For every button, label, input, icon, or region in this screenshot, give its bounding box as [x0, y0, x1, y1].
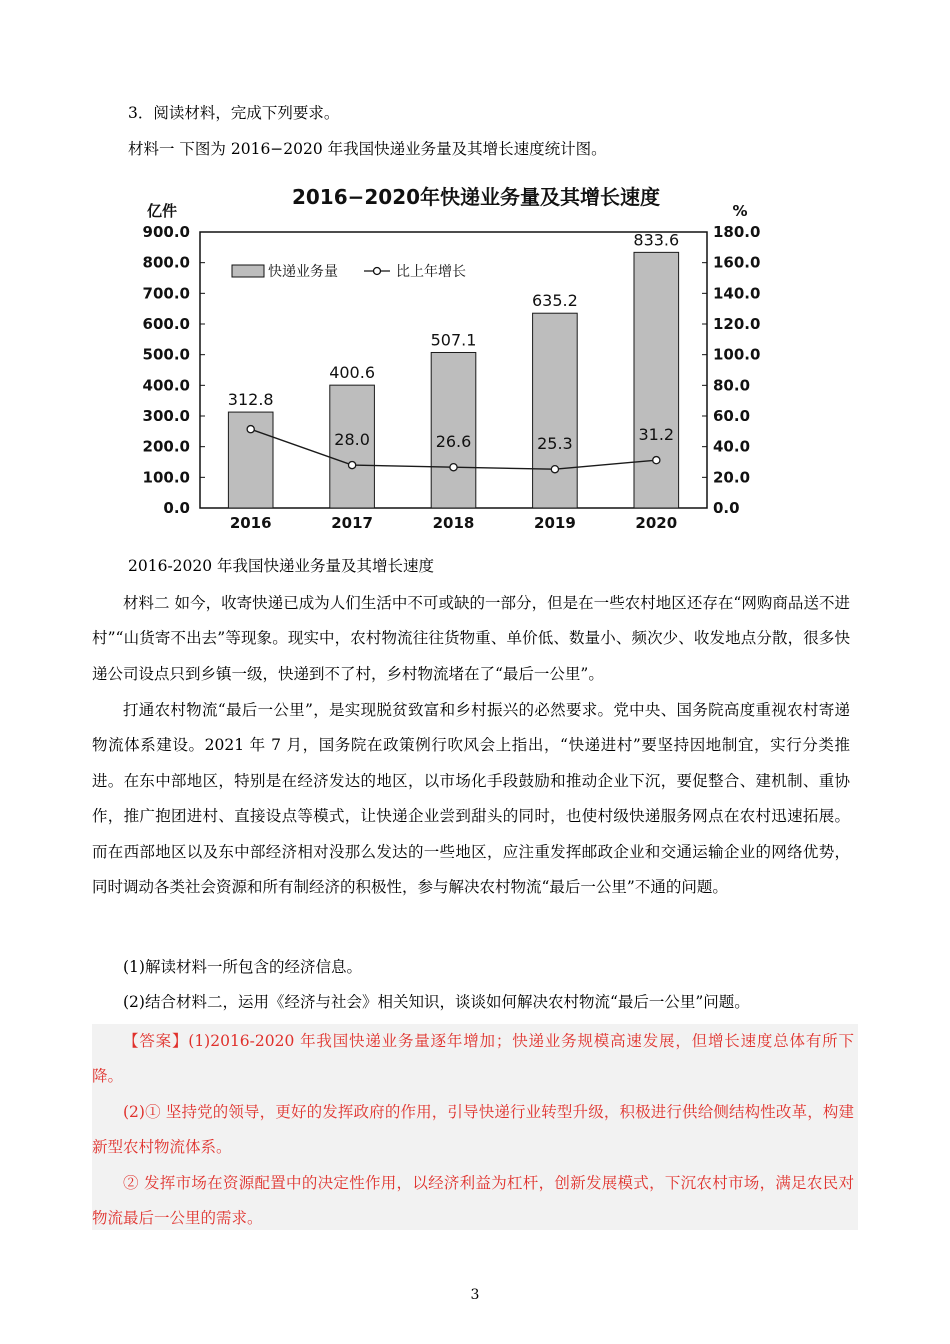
question-title: 3．阅读材料，完成下列要求。 — [128, 104, 340, 122]
growth-label-2019: 25.3 — [537, 434, 573, 454]
answer-1-text: (1)2016-2020 年我国快递业务量逐年增加；快递业务规模高速发展，但增长速度总体有所下降。 — [92, 1032, 854, 1086]
legend-bar-label: 快递业务量 — [268, 264, 338, 280]
legend-line-label: 比上年增长 — [396, 264, 466, 280]
right-tick-label: 140.0 — [713, 284, 761, 303]
left-tick-label: 900.0 — [142, 223, 190, 241]
x-tick-label-2020: 2020 — [635, 514, 678, 532]
left-tick-label: 700.0 — [142, 284, 190, 303]
right-tick-label: 80.0 — [713, 376, 751, 395]
right-tick-label: 180.0 — [713, 223, 761, 241]
x-tick-label-2017: 2017 — [331, 514, 373, 532]
page-number: 3 — [470, 1287, 480, 1303]
bar-2020 — [634, 252, 679, 508]
material2-paragraph-1: 材料二 如今，收寄快递已成为人们生活中不可或缺的一部分，但是在一些农村地区还存在“网购商品送不进村”“山货寄不出去”等现象。现实中，农村物流往往货物重、单价低、数量小、频次少、收发地点分散，很多快递公司设点只到乡镇一级，快递到不了村，乡村物流堵在了“最后一公里”。 — [92, 594, 850, 683]
right-axis-unit: % — [732, 202, 748, 220]
x-tick-label-2018: 2018 — [432, 514, 475, 532]
growth-point-2016 — [247, 426, 254, 433]
x-tick-label-2016: 2016 — [229, 514, 272, 532]
legend — [232, 263, 466, 280]
left-tick-label: 200.0 — [142, 437, 190, 456]
bar-label-2018: 507.1 — [430, 330, 477, 350]
right-tick-label: 120.0 — [713, 315, 761, 333]
requirement-2: (2)结合材料二，运用《经济与社会》相关知识，谈谈如何解决农村物流“最后一公里”问题。 — [123, 993, 750, 1011]
right-ticks — [702, 223, 760, 517]
left-axis-unit: 亿件 — [146, 202, 178, 220]
answer-tag: 【答案】 — [123, 1032, 189, 1050]
bar-2018 — [431, 352, 476, 508]
material1-intro: 材料一 下图为 2016−2020 年我国快递业务量及其增长速度统计图。 — [128, 140, 607, 158]
right-tick-label: 60.0 — [713, 407, 751, 425]
growth-point-2020 — [653, 457, 660, 464]
left-tick-label: 100.0 — [142, 468, 190, 487]
answer-1 — [92, 1024, 854, 1095]
left-tick-label: 400.0 — [142, 376, 190, 395]
right-tick-label: 20.0 — [713, 468, 751, 487]
x-tick-labels — [230, 514, 677, 532]
right-tick-label: 40.0 — [713, 437, 751, 456]
growth-label-2018: 26.6 — [435, 432, 472, 452]
left-tick-label: 500.0 — [142, 345, 190, 364]
material2-paragraph-2: 打通农村物流“最后一公里”，是实现脱贫致富和乡村振兴的必然要求。党中央、国务院高度重视农村寄递物流体系建设。2021 年 7 月，国务院在政策例行吹风会上指出，“快递进村”要坚持因地制宜，实行分类推进。在东中部地区，特别是在经济发达的地区，以市场化手段鼓励和推动企业下沉，要促整合、建机制、重协作，推广抱团进村、直接设点等模式，让快递企业尝到甜头的同时，也使村级快递服务网点在农村迅速拓展。而在西部地区以及东中部经济相对没那么发达的一些地区，应注重发挥邮政企业和交通运输企业的网络优势，同时调动各类社会资源和所有制经济的积极性，参与解决农村物流“最后一公里”不通的问题。 — [92, 701, 850, 897]
right-tick-label: 0.0 — [713, 499, 740, 517]
growth-point-2017 — [349, 461, 356, 468]
bar-label-2019: 635.2 — [531, 291, 578, 311]
left-tick-label: 800.0 — [142, 253, 190, 272]
express-chart — [128, 182, 768, 534]
x-tick-label-2019: 2019 — [534, 514, 576, 532]
left-tick-label: 600.0 — [142, 315, 190, 333]
answer-2: (2)① 坚持党的领导，更好的发挥政府的作用，引导快递行业转型升级，积极进行供给侧结构性改革，构建新型农村物流体系。 — [92, 1103, 854, 1157]
growth-label-2020: 31.2 — [638, 425, 675, 445]
right-tick-label: 100.0 — [713, 345, 761, 364]
chart-caption: 2016-2020 年我国快递业务量及其增长速度 — [128, 557, 435, 575]
answer-3: ② 发挥市场在资源配置中的决定性作用，以经济利益为杠杆，创新发展模式，下沉农村市场，满足农民对物流最后一公里的需求。 — [92, 1174, 854, 1228]
bar-2019 — [533, 313, 578, 508]
growth-point-2019 — [551, 466, 558, 473]
legend-line-marker — [374, 268, 381, 275]
growth-labels — [334, 425, 674, 453]
chart-title: 2016−2020年快递业务量及其增长速度 — [291, 185, 661, 209]
bar-label-2020: 833.6 — [633, 230, 680, 250]
bar-label-2016: 312.8 — [227, 390, 274, 410]
growth-label-2017: 28.0 — [334, 430, 370, 450]
bar-label-2017: 400.6 — [329, 363, 376, 383]
left-tick-label: 300.0 — [142, 407, 190, 425]
growth-point-2018 — [450, 464, 457, 471]
left-tick-label: 0.0 — [163, 499, 190, 517]
requirement-1: (1)解读材料一所包含的经济信息。 — [123, 958, 362, 976]
legend-bar-swatch — [232, 265, 264, 277]
chart-svg — [128, 182, 768, 534]
right-tick-label: 160.0 — [713, 253, 761, 272]
left-ticks — [143, 223, 205, 517]
